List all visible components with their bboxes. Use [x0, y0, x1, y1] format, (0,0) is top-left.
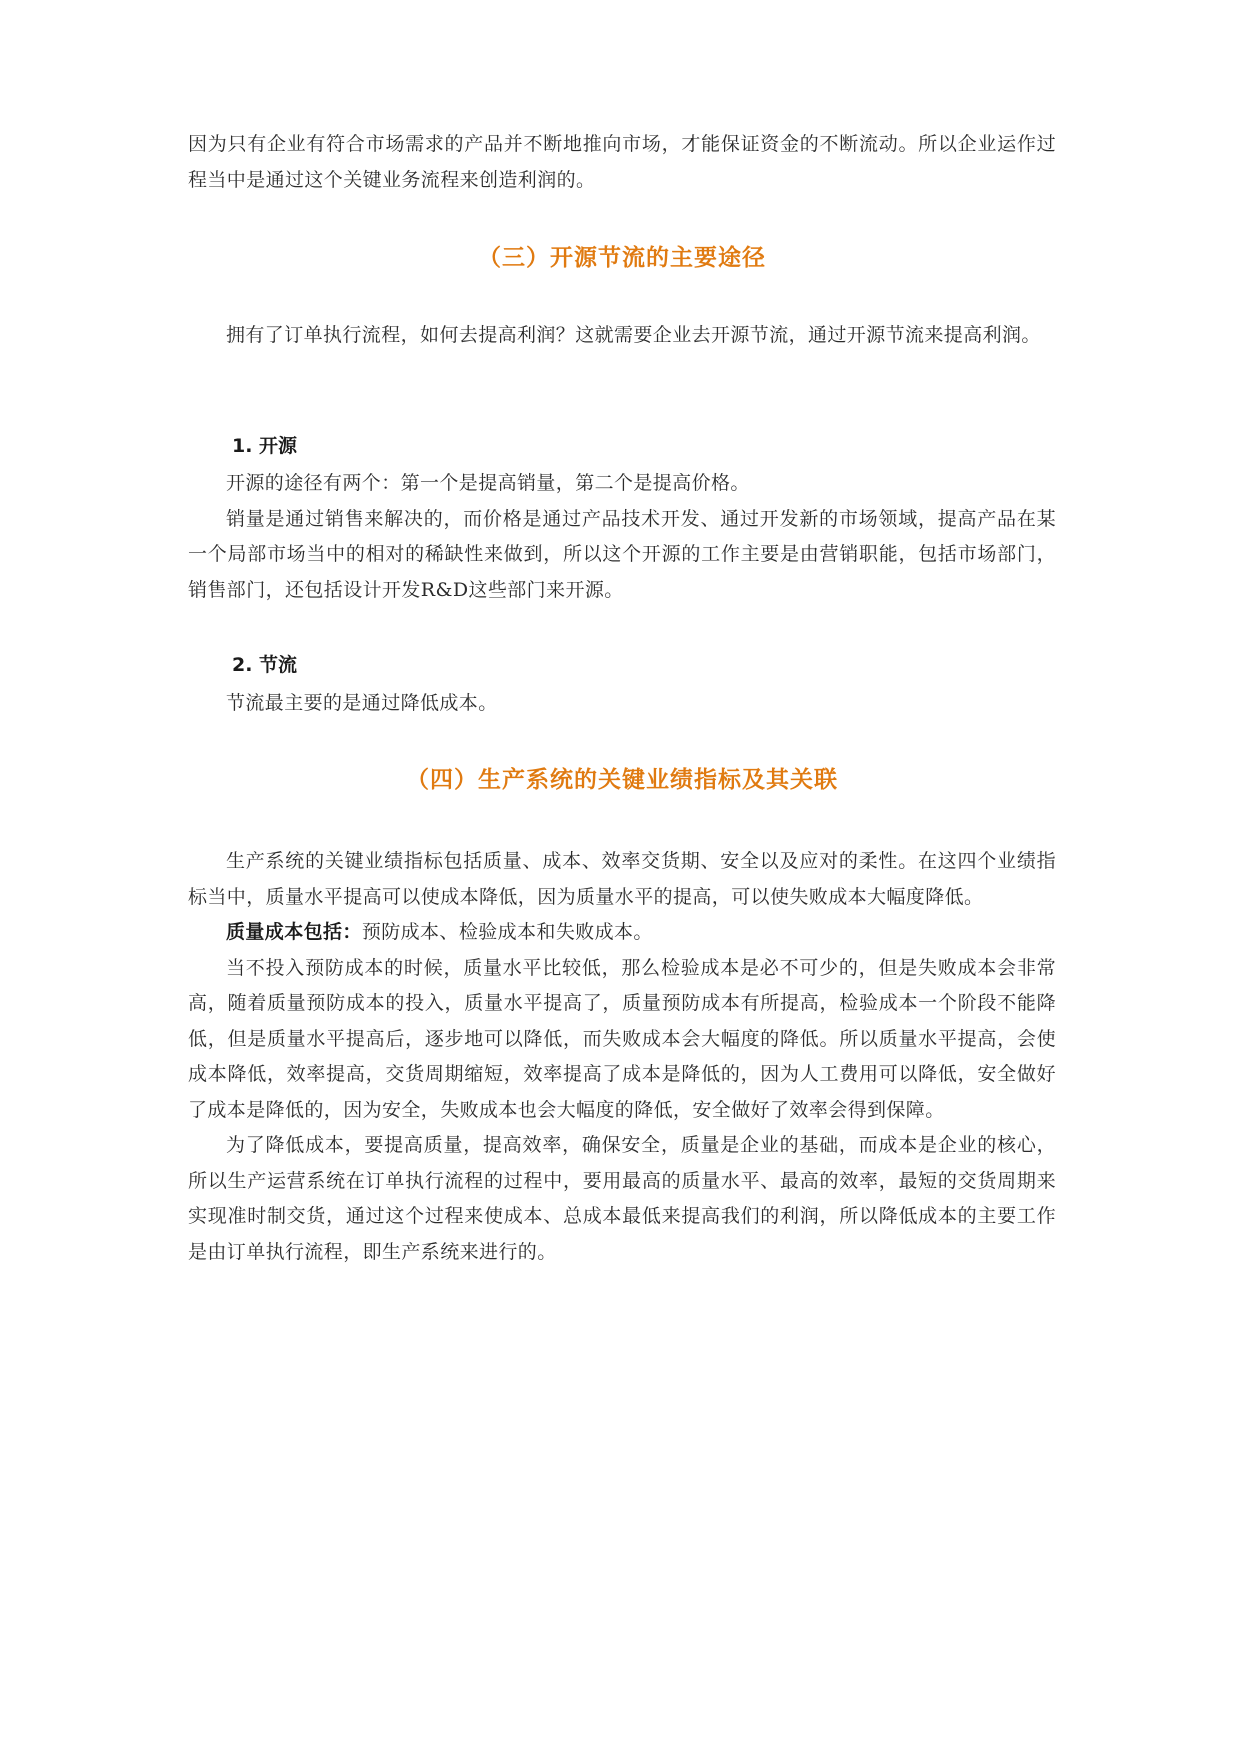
kaiyuan-paragraph-1: 开源的途径有两个：第一个是提高销量，第二个是提高价格。: [226, 472, 750, 494]
jieliu-paragraph: 节流最主要的是通过降低成本。: [226, 692, 498, 714]
kaiyuan-paragraphs-block: [188, 466, 1056, 608]
kpi-paragraph-1: 生产系统的关键业绩指标包括质量、成本、效率交货期、安全以及应对的柔性。在这四个业绩指标当中，质量水平提高可以使成本降低，因为质量水平的提高，可以使失败成本大幅度降低。: [188, 850, 1056, 908]
intro-paragraph-block: [188, 127, 1056, 198]
quality-cost-text: 预防成本、检验成本和失败成本。: [361, 921, 653, 943]
section-4-title: （四）生产系统的关键业绩指标及其关联: [406, 767, 838, 793]
section-3-title: （三）开源节流的主要途径: [478, 245, 766, 271]
kpi-paragraph-2: 当不投入预防成本的时候，质量水平比较低，那么检验成本是必不可少的，但是失败成本会非常高，随着质量预防成本的投入，质量水平提高了，质量预防成本有所提高，检验成本一个阶段不能降低，但是质量水平提高后，逐步地可以降低，而失败成本会大幅度的降低。所以质量水平提高，会使成本降低，效率提高，交货周期缩短，效率提高了成本是降低的，因为人工费用可以降低，安全做好了成本是降低的，因为安全，失败成本也会大幅度的降低，安全做好了效率会得到保障。: [188, 956, 1056, 1121]
order-flow-paragraph-block: [188, 318, 1056, 354]
quality-cost-paragraph: [188, 915, 1056, 951]
kpi-paragraphs-block: [188, 844, 1056, 1270]
kpi-paragraph-3: 为了降低成本，要提高质量，提高效率，确保安全，质量是企业的基础，而成本是企业的核心，所以生产运营系统在订单执行流程的过程中，要用最高的质量水平、最高的效率，最短的交货周期来实现准时制交货，通过这个过程来使成本、总成本最低来提高我们的利润，所以降低成本的主要工作是由订单执行流程，即生产系统来进行的。: [188, 1134, 1056, 1263]
subheading-kaiyuan: 1. 开源: [232, 435, 298, 457]
document-page: [188, 0, 1056, 1754]
quality-cost-label: 质量成本包括：: [226, 921, 362, 943]
order-flow-paragraph: 拥有了订单执行流程，如何去提高利润？这就需要企业去开源节流，通过开源节流来提高利润。: [226, 324, 1041, 346]
kaiyuan-paragraph-2: 销量是通过销售来解决的，而价格是通过产品技术开发、通过开发新的市场领域，提高产品在某一个局部市场当中的相对的稀缺性来做到，所以这个开源的工作主要是由营销职能，包括市场部门，销售部门，还包括设计开发R&D这些部门来开源。: [188, 507, 1056, 601]
intro-paragraph: 因为只有企业有符合市场需求的产品并不断地推向市场，才能保证资金的不断流动。所以企业运作过程当中是通过这个关键业务流程来创造利润的。: [188, 133, 1056, 191]
jieliu-paragraph-block: [188, 686, 1056, 722]
subheading-jieliu: 2. 节流: [232, 654, 298, 676]
